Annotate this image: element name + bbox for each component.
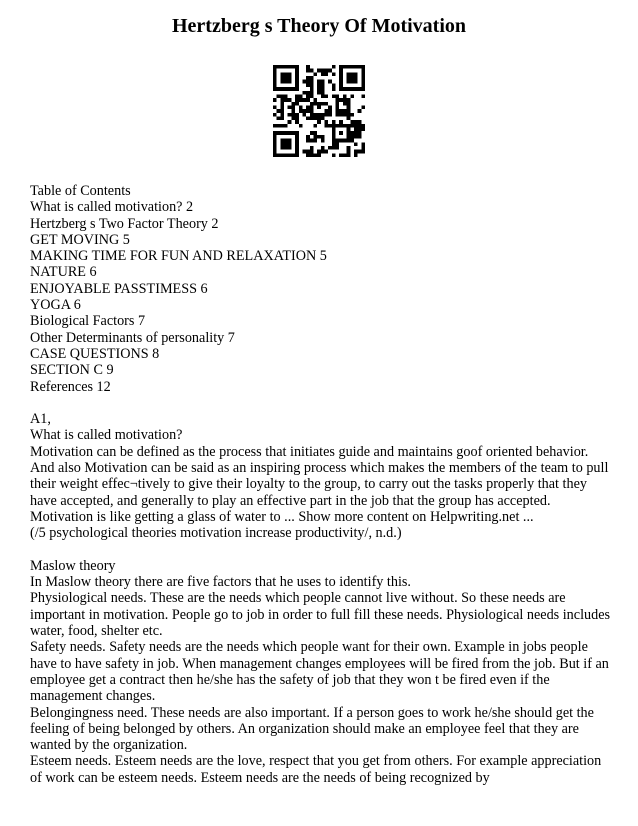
toc-item: Other Determinants of personality 7 bbox=[30, 329, 235, 346]
paragraph-gap bbox=[30, 542, 620, 558]
text-line: And also Motivation can be said as an inspiring process which makes the members of the team to pull bbox=[30, 460, 609, 477]
toc-heading: Table of Contents bbox=[30, 183, 131, 199]
text-line: wanted by the organization. bbox=[30, 737, 188, 754]
text-line: have accepted, and generally to play an effective part in the job that the group has accepted. bbox=[30, 492, 551, 509]
text-line: Safety needs. Safety needs are the needs which people want for their own. Example in jobs people bbox=[30, 639, 588, 656]
toc-item: GET MOVING 5 bbox=[30, 231, 130, 248]
text-line: A1, bbox=[30, 411, 51, 428]
text-line: Physiological needs. These are the needs which people cannot live without. So these needs are bbox=[30, 590, 566, 607]
text-line: Belongingness need. These needs are also important. If a person goes to work he/she should get the bbox=[30, 704, 594, 721]
toc-item: Hertzberg s Two Factor Theory 2 bbox=[30, 215, 219, 232]
toc-item: SECTION C 9 bbox=[30, 362, 114, 379]
text-line: feeling of being belonged by others. An organization should make an employee feel that they are bbox=[30, 720, 579, 737]
text-line: employee get a contract then he/she has the safety of job that they won t be fired even if the bbox=[30, 671, 550, 688]
toc-item: MAKING TIME FOR FUN AND RELAXATION 5 bbox=[30, 248, 327, 265]
toc-item: Biological Factors 7 bbox=[30, 313, 146, 330]
section-maslow bbox=[30, 558, 620, 786]
qr-code bbox=[273, 65, 365, 157]
text-line: important in motivation. People go to job in order to full fill these needs. Physiological needs includes bbox=[30, 606, 611, 623]
text-line: (/5 psychological theories motivation increase productivity/, n.d.) bbox=[30, 525, 402, 542]
text-line: of work can be esteem needs. Esteem needs are the needs of being recognized by bbox=[30, 769, 490, 786]
text-line: What is called motivation? bbox=[30, 427, 183, 444]
toc-item: What is called motivation? 2 bbox=[30, 199, 194, 216]
toc-item: References 12 bbox=[30, 378, 111, 395]
table-of-contents bbox=[30, 183, 620, 395]
section-motivation bbox=[30, 411, 620, 541]
text-line: Motivation is like getting a glass of water to ... Show more content on Helpwriting.net ... bbox=[30, 508, 534, 525]
document-body bbox=[30, 183, 620, 786]
text-line: In Maslow theory there are five factors that he uses to identify this. bbox=[30, 574, 411, 591]
toc-item: YOGA 6 bbox=[30, 297, 81, 314]
text-line: their weight effec¬tively to give their loyalty to the group, to carry out the tasks properly that they bbox=[30, 476, 587, 493]
text-line: Motivation can be defined as the process that initiates guide and maintains goof oriented behavior. bbox=[30, 443, 589, 460]
document-title: Hertzberg s Theory Of Motivation bbox=[171, 15, 466, 37]
text-line: water, food, shelter etc. bbox=[30, 623, 163, 640]
text-line: Maslow theory bbox=[30, 557, 116, 574]
toc-item: CASE QUESTIONS 8 bbox=[30, 345, 160, 362]
text-line: Esteem needs. Esteem needs are the love, respect that you get from others. For example appreciation bbox=[30, 753, 602, 770]
toc-item: ENJOYABLE PASSTIMESS 6 bbox=[30, 280, 208, 297]
toc-item: NATURE 6 bbox=[30, 264, 97, 281]
paragraph-gap bbox=[30, 395, 620, 411]
text-line: management changes. bbox=[30, 688, 156, 705]
text-line: have to have safety in job. When management changes employees will be fired from the job. But if an bbox=[30, 655, 609, 672]
